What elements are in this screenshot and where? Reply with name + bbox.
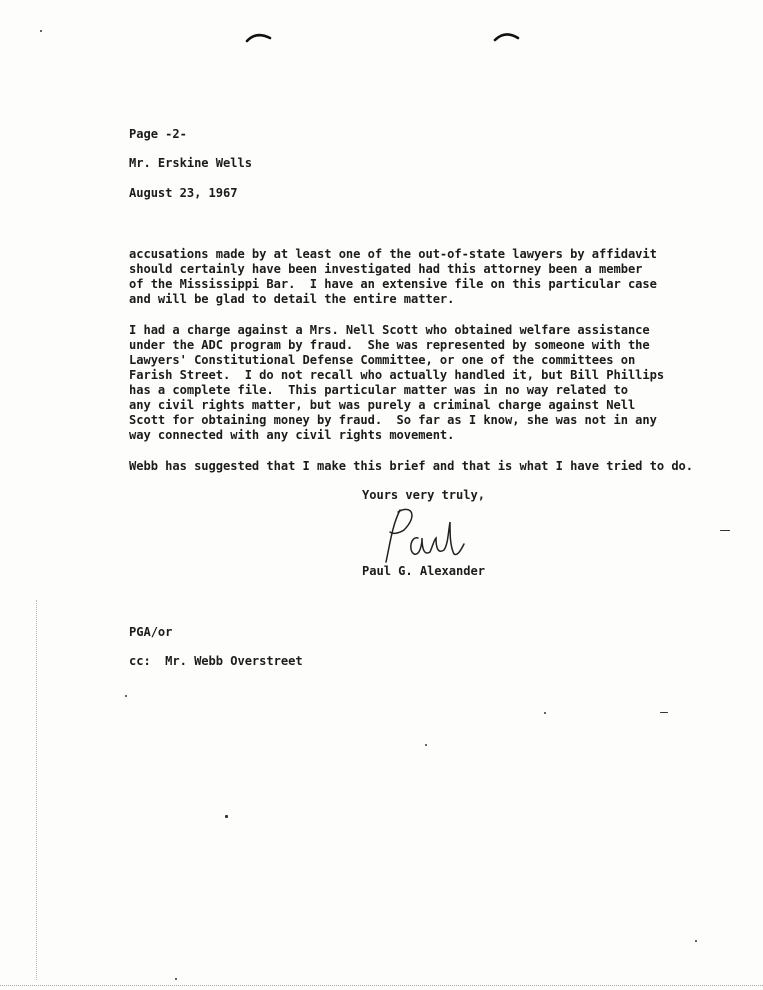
body-line: Scott for obtaining money by fraud. So far as I know, she was not in any	[129, 413, 657, 427]
body-line: of the Mississippi Bar. I have an extensive file on this particular case	[129, 277, 657, 291]
scan-speck	[125, 695, 127, 697]
body-line: should certainly have been investigated had this attorney been a member	[129, 262, 643, 276]
scan-speck	[720, 530, 730, 531]
typist-initials: PGA/or	[129, 625, 173, 639]
signatory-name: Paul G. Alexander	[362, 564, 485, 578]
page-number: Page -2-	[129, 127, 187, 141]
carbon-copy-line: cc: Mr. Webb Overstreet	[129, 654, 303, 668]
body-line: Farish Street. I do not recall who actually handled it, but Bill Phillips	[129, 368, 665, 382]
scan-speck	[425, 744, 427, 746]
scan-speck	[175, 978, 177, 980]
body-line: Lawyers' Constitutional Defense Committee, or one of the committees on	[129, 353, 636, 367]
scan-speck	[40, 30, 42, 32]
scan-edge-bottom	[0, 985, 763, 987]
handwritten-signature	[378, 504, 468, 568]
scan-edge	[36, 600, 38, 980]
body-line: and will be glad to detail the entire matter.	[129, 292, 455, 306]
body-line: under the ADC program by fraud. She was represented by someone with the	[129, 338, 650, 352]
punch-mark-left	[244, 30, 274, 46]
letter-date: August 23, 1967	[129, 186, 238, 200]
body-line: has a complete file. This particular matter was in no way related to	[129, 383, 628, 397]
body-line: I had a charge against a Mrs. Nell Scott who obtained welfare assistance	[129, 323, 650, 337]
body-line: way connected with any civil rights movement.	[129, 428, 455, 442]
body-line: Webb has suggested that I make this brief and that is what I have tried to do.	[129, 459, 694, 473]
scan-speck	[660, 712, 668, 713]
body-line: any civil rights matter, but was purely a criminal charge against Nell	[129, 398, 636, 412]
scan-speck	[695, 940, 697, 942]
scan-speck	[225, 815, 228, 818]
body-line: accusations made by at least one of the out-of-state lawyers by affidavit	[129, 247, 657, 261]
recipient-name: Mr. Erskine Wells	[129, 156, 252, 170]
scan-speck	[544, 712, 546, 714]
punch-mark-right	[492, 29, 522, 45]
closing-salutation: Yours very truly,	[362, 488, 485, 502]
